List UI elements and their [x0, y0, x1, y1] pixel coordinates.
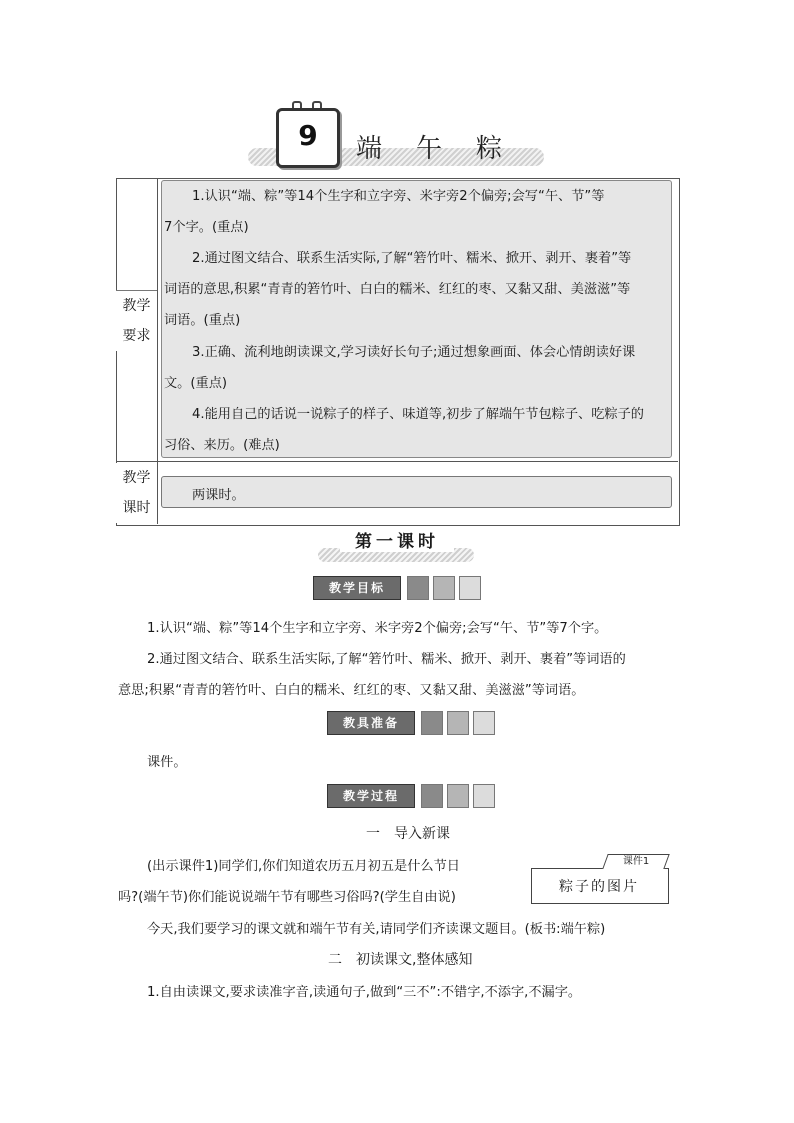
goal-line: 词语。(重点) — [164, 313, 241, 328]
courseware-tab: 课件1 — [602, 854, 669, 869]
goal-line: 2.通过图文结合、联系生活实际,了解“箬竹叶、糯米、掀开、剥开、裹着”等 — [192, 251, 632, 266]
tag-materials-label: 教具准备 — [327, 711, 415, 735]
goal-line: 习俗、来历。(难点) — [164, 438, 280, 453]
process-line: 1.自由读课文,要求读准字音,读通句子,做到“三不”:不错字,不添字,不漏字。 — [147, 985, 582, 1000]
goals-label: 教学 要求 — [116, 291, 157, 351]
lesson-title: 端午粽 — [356, 134, 537, 164]
goal-line: 7个字。(重点) — [164, 220, 249, 235]
process-line: 吗?(端午节)你们能说说端午节有哪些习俗吗?(学生自由说) — [118, 890, 456, 905]
objective-line: 意思;积累“青青的箬竹叶、白白的糯米、红红的枣、又黏又甜、美滋滋”等词语。 — [118, 683, 585, 698]
lesson-number-calendar-icon — [276, 108, 340, 168]
goal-line: 词语的意思,积累“青青的箬竹叶、白白的糯米、红红的枣、又黏又甜、美滋滋”等 — [164, 282, 631, 297]
lesson-number: 9 — [298, 119, 318, 152]
table-column-divider — [157, 178, 158, 524]
table-row-divider — [116, 461, 678, 462]
courseware-text: 粽子的图片 — [559, 879, 639, 895]
process-line: 今天,我们要学习的课文就和端午节有关,请同学们齐读课文题目。(板书:端午粽) — [147, 922, 606, 937]
goal-line: 文。(重点) — [164, 376, 228, 391]
hours-label: 教学 课时 — [116, 463, 157, 523]
hours-value: 两课时。 — [192, 488, 245, 503]
goal-line: 4.能用自己的话说一说粽子的样子、味道等,初步了解端午节包粽子、吃粽子的 — [192, 407, 644, 422]
goal-line: 1.认识“端、粽”等14个生字和立字旁、米字旁2个偏旁;会写“午、节”等 — [192, 189, 605, 204]
process-step1-heading: 一 导入新课 — [366, 826, 450, 842]
process-step2-heading: 二 初读课文,整体感知 — [328, 952, 473, 968]
goal-line: 3.正确、流利地朗读课文,学习读好长句子;通过想象画面、体会心情朗读好课 — [192, 345, 636, 360]
objective-line: 1.认识“端、粽”等14个生字和立字旁、米字旁2个偏旁;会写“午、节”等7个字。 — [147, 621, 608, 636]
materials-text: 课件。 — [147, 755, 187, 770]
tag-objectives-label: 教学目标 — [313, 576, 401, 600]
process-line: (出示课件1)同学们,你们知道农历五月初五是什么节日 — [147, 859, 460, 874]
section-title: 第一课时 — [340, 527, 454, 552]
tag-process-label: 教学过程 — [327, 784, 415, 808]
objective-line: 2.通过图文结合、联系生活实际,了解“箬竹叶、糯米、掀开、剥开、裹着”等词语的 — [147, 652, 626, 667]
